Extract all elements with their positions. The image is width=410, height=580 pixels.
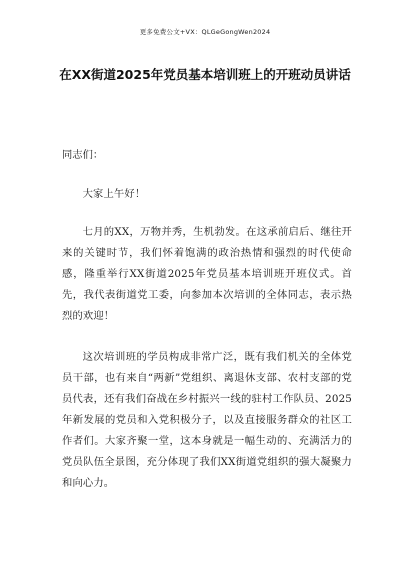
paragraph-1: 七月的XX，万物并秀，生机勃发。在这承前启后、继往开来的关键时节，我们怀着饱满的政治热情和强烈的时代使命感，隆重举行XX街道2025年党员基本培训班开班仪式。首先，我代表街道党工委，向参加本次培训的全体同志，表示热烈的欢迎！ — [62, 226, 352, 322]
greeting: 大家上午好！ — [82, 188, 146, 200]
salutation: 同志们： — [62, 149, 104, 161]
document-body — [62, 145, 352, 494]
header-note: 更多免费公文+VX：QLGeGongWen2024 — [139, 28, 271, 36]
paragraph-2: 这次培训班的学员构成非常广泛，既有我们机关的全体党员干部，也有来自“两新”党组织、离退休支部、农村支部的党员代表，还有我们奋战在乡村振兴一线的驻村工作队员、2025年新发展的党员和入党积极分子，以及直接服务群众的社区工作者们。大家齐聚一堂，这本身就是一幅生动的、充满活力的党员队伍全景图，充分体现了我们XX街道党组织的强大凝聚力和向心力。 — [62, 351, 352, 489]
document-title: 在XX街道2025年党员基本培训班上的开班动员讲话 — [59, 67, 351, 82]
